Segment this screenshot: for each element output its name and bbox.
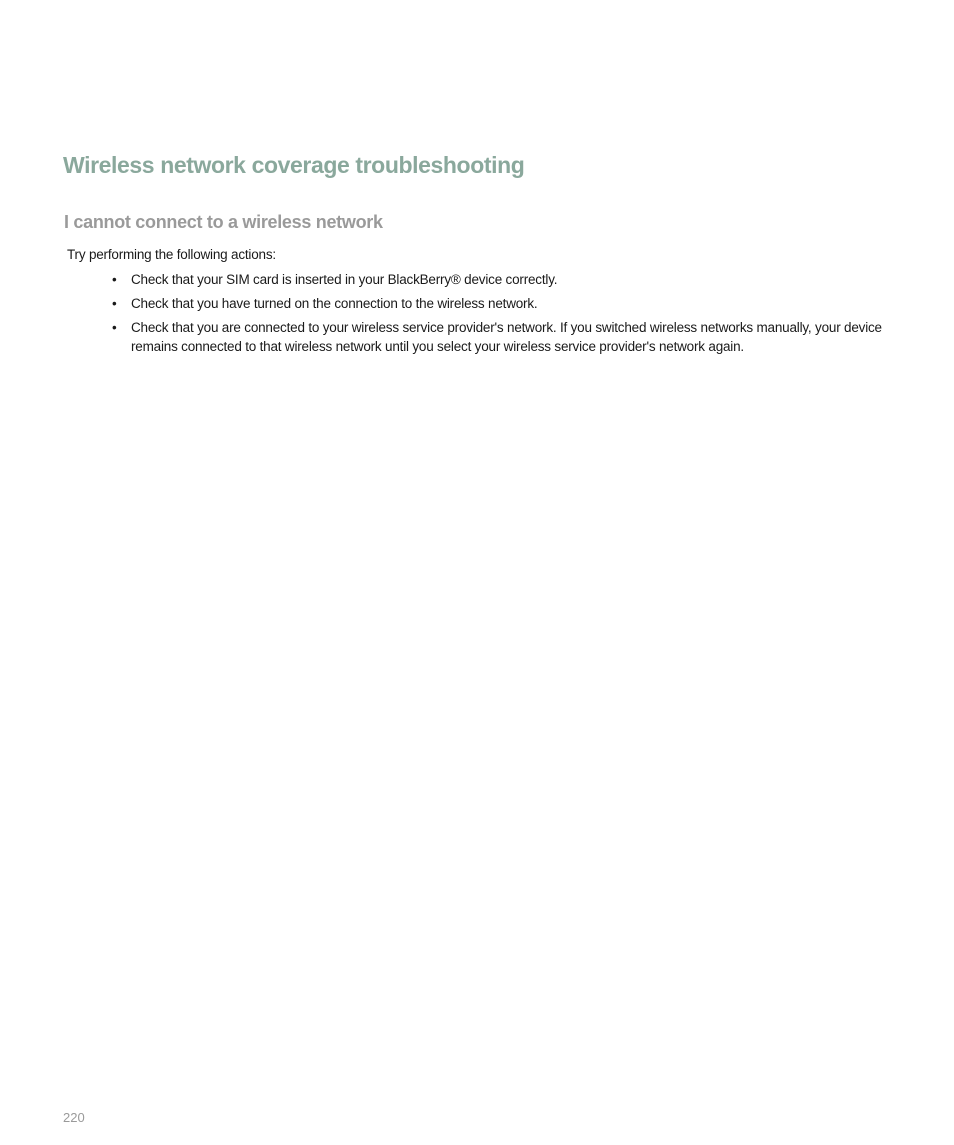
intro-text: Try performing the following actions: <box>67 247 276 262</box>
section-title: I cannot connect to a wireless network <box>64 212 383 232</box>
bullet-icon: • <box>112 272 117 287</box>
action-list <box>112 270 882 361</box>
page-number: 220 <box>63 1110 85 1125</box>
bullet-icon: • <box>112 320 117 335</box>
list-item <box>112 270 882 289</box>
page-title: Wireless network coverage troubleshooting <box>63 152 525 178</box>
list-item <box>112 294 882 313</box>
list-item-text: Check that you are connected to your wireless service provider's network. If you switched wireless networks manually, your device remains connected to that wireless network until you select your wireless service provider's network again. <box>131 320 882 354</box>
bullet-icon: • <box>112 296 117 311</box>
list-item-text: Check that you have turned on the connection to the wireless network. <box>131 296 538 311</box>
list-item-text: Check that your SIM card is inserted in your BlackBerry® device correctly. <box>131 272 558 287</box>
list-item <box>112 318 882 356</box>
